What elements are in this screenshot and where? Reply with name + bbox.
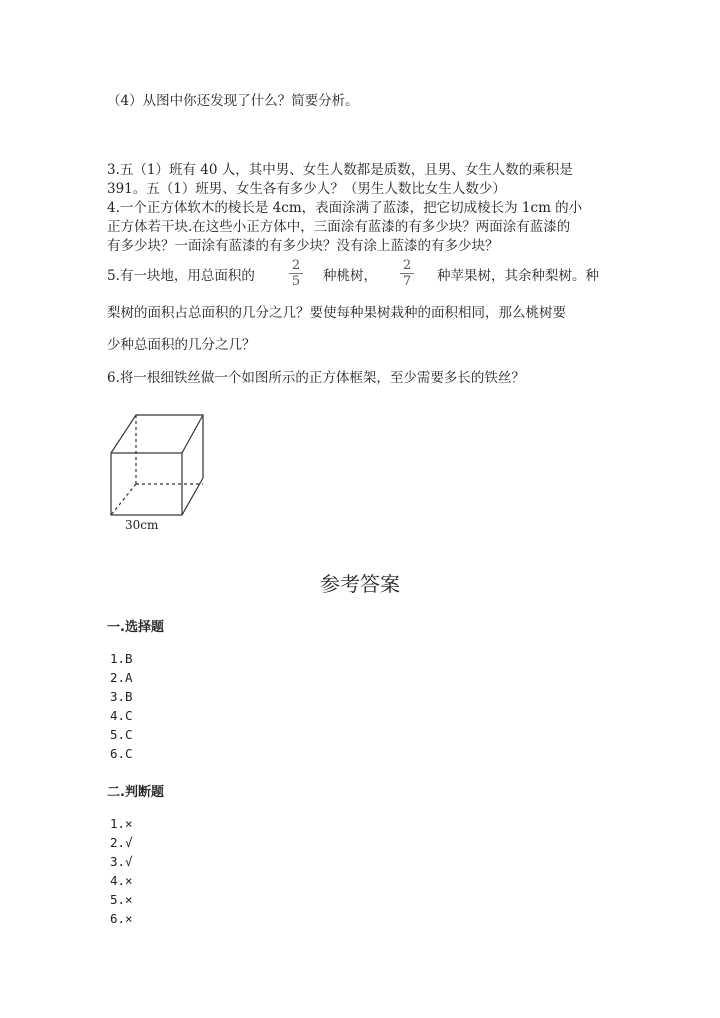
cube-label: 30cm [125,518,159,532]
answer-item: 4.× [110,873,133,888]
q4-line1: 4.一个正方体软木的棱长是 4cm，表面涂满了蓝漆，把它切成棱长为 1cm 的小 [107,200,583,216]
q3-line1: 3.五（1）班有 40 人，其中男、女生人数都是质数，且男、女生人数的乘积是 [107,162,573,178]
section-judge-title: 二.判断题 [107,785,164,800]
cube-diagram [100,405,220,525]
answer-item: 1.× [110,816,133,831]
q4-line3: 有多少块？一面涂有蓝漆的有多少块？没有涂上蓝漆的有多少块？ [107,238,499,254]
choice-answers [110,649,133,763]
answer-item: 3.√ [110,854,133,869]
answer-item: 3.B [110,689,133,704]
answer-item: 5.C [110,727,133,742]
q5-part-b: 种桃树， [323,268,377,284]
fraction-2-7 [400,258,414,289]
q4-line2: 正方体若干块.在这些小正方体中，三面涂有蓝漆的有多少块？两面涂有蓝漆的 [107,219,571,235]
answers-title: 参考答案 [320,572,400,596]
answer-item: 2.√ [110,835,133,850]
q5-line2: 梨树的面积占总面积的几分之几？要使每种果树栽种的面积相同，那么桃树要 [107,305,566,321]
denominator: 7 [402,274,412,289]
fraction-2-5 [289,258,303,289]
question-4-sub: （4）从图中你还发现了什么？简要分析。 [107,93,359,109]
numerator: 2 [289,258,303,274]
answer-item: 6.C [110,746,133,761]
answer-item: 6.× [110,911,133,926]
q6: 6.将一根细铁丝做一个如图所示的正方体框架，至少需要多长的铁丝？ [107,370,525,386]
q5-line3: 少种总面积的几分之几？ [107,337,256,353]
q3-line2: 391。五（1）班男、女生各有多少人？（男生人数比女生人数少） [107,181,506,197]
q5-part-c: 种苹果树，其余种梨树。种 [437,268,599,284]
section-choice-title: 一.选择题 [107,620,164,635]
denominator: 5 [291,274,301,289]
answer-item: 5.× [110,892,133,907]
answer-item: 4.C [110,708,133,723]
numerator: 2 [400,258,414,274]
answer-item: 2.A [110,670,133,685]
answer-item: 1.B [110,651,133,666]
q5-part-a: 5.有一块地，用总面积的 [107,268,255,284]
judge-answers [110,814,133,928]
